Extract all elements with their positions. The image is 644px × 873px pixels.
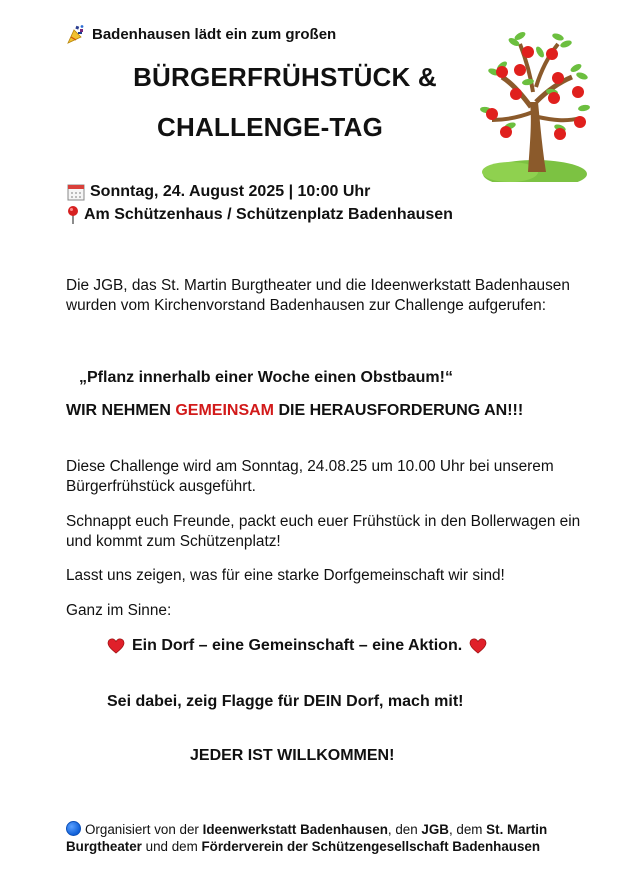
title-line-1: BÜRGERFRÜHSTÜCK & [133, 62, 437, 92]
motto-intro: Ganz im Sinne: [66, 602, 172, 619]
footer-text: , dem [448, 822, 487, 837]
title-line-2: CHALLENGE-TAG [157, 112, 383, 142]
event-location-line [67, 205, 453, 225]
round-pushpin-icon [67, 205, 79, 225]
footer-text: , den [387, 822, 422, 837]
organizer-ideenwerkstatt: Ideenwerkstatt Badenhausen [202, 822, 388, 837]
organizers-footer [66, 821, 606, 855]
event-date-line [67, 183, 370, 201]
community-paragraph: Lasst uns zeigen, was für eine starke Dorfgemeinschaft wir sind! [66, 567, 505, 584]
welcome-line: JEDER IST WILLKOMMEN! [190, 747, 395, 764]
calendar-icon [67, 183, 85, 201]
intro-line [66, 24, 336, 44]
footer-text: und dem [141, 839, 202, 854]
shout-after: DIE HERAUSFORDERUNG AN!!! [274, 402, 524, 419]
party-popper-icon [66, 24, 86, 44]
footer-text: Organisiert von der [85, 822, 203, 837]
challenge-date-paragraph: Diese Challenge wird am Sonntag, 24.08.25 um 10.00 Uhr bei unserem Bürgerfrühstück ausgeführt. [66, 458, 554, 495]
apple-tree-illustration [480, 22, 590, 182]
event-date-text: Sonntag, 24. August 2025 | 10:00 Uhr [90, 183, 371, 200]
organizer-burgtheater: St. Martin Burgtheater [66, 822, 548, 854]
blue-circle-icon [66, 821, 81, 836]
red-heart-icon [107, 638, 125, 654]
call-to-action: Sei dabei, zeig Flagge für DEIN Dorf, mach mit! [107, 693, 464, 710]
organizer-jgb: JGB [421, 822, 449, 837]
event-location-text: Am Schützenhaus / Schützenplatz Badenhausen [84, 206, 453, 223]
bring-friends-paragraph: Schnappt euch Freunde, packt euch euer Frühstück in den Bollerwagen ein und kommt zum Schützenplatz! [66, 513, 581, 550]
shout-highlight: GEMEINSAM [175, 402, 274, 419]
organizer-foerderverein: Förderverein der Schützengesellschaft Badenhausen [201, 839, 541, 854]
motto-line [107, 637, 487, 655]
intro-paragraph: Die JGB, das St. Martin Burgtheater und die Ideenwerkstatt Badenhausen wurden vom Kirchenvorstand Badenhausen zur Challenge aufgerufen: [66, 277, 570, 314]
challenge-quote: „Pflanz innerhalb einer Woche einen Obstbaum!“ [79, 369, 453, 386]
challenge-accepted-line [66, 402, 523, 420]
shout-before: WIR NEHMEN [66, 402, 176, 419]
red-heart-icon [469, 638, 487, 654]
motto-text: Ein Dorf – eine Gemeinschaft – eine Aktion. [132, 637, 463, 654]
intro-text: Badenhausen lädt ein zum großen [92, 25, 337, 43]
